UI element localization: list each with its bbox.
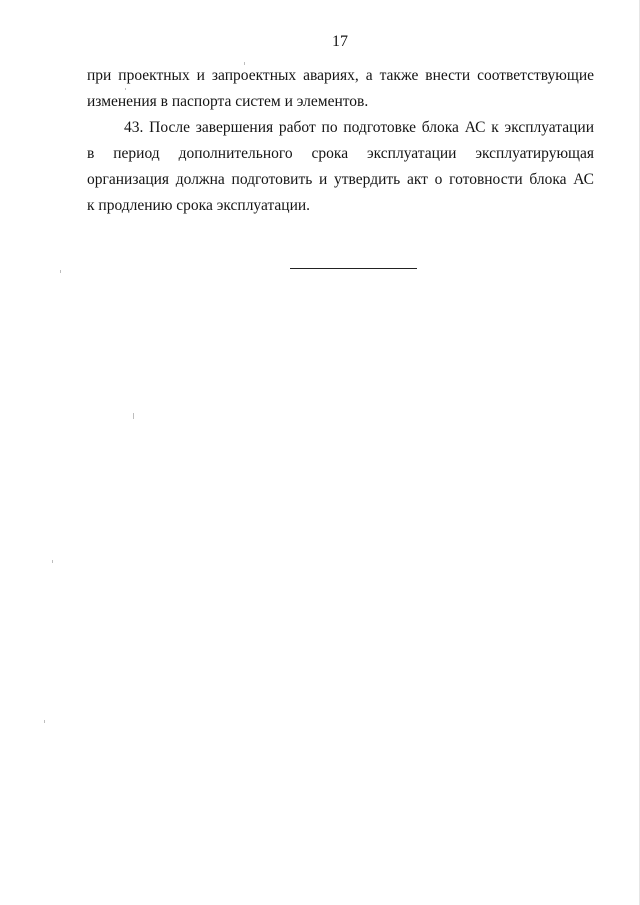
text-line: изменения в паспорта систем и элементов. [87, 93, 369, 110]
page-number: 17 [332, 33, 348, 50]
scan-speck [133, 413, 134, 419]
scan-speck [244, 62, 245, 65]
text-line: организация должна подготовить и утвердить акт о готовности блока АС [87, 171, 594, 188]
scan-speck [125, 88, 126, 90]
text-line: 43. После завершения работ по подготовке блока АС к эксплуатации [124, 119, 594, 136]
scan-speck [60, 270, 61, 273]
text-line: при проектных и запроектных авариях, а также внести соответствующие [87, 67, 594, 84]
paragraph-43 [87, 115, 594, 219]
scan-speck [52, 560, 53, 563]
text-line: к продлению срока эксплуатации. [87, 197, 311, 214]
end-of-document-separator [290, 268, 417, 269]
paragraph-continuation [87, 63, 594, 115]
text-line: в период дополнительного срока эксплуатации эксплуатирующая [87, 145, 594, 162]
scan-speck [44, 720, 45, 723]
